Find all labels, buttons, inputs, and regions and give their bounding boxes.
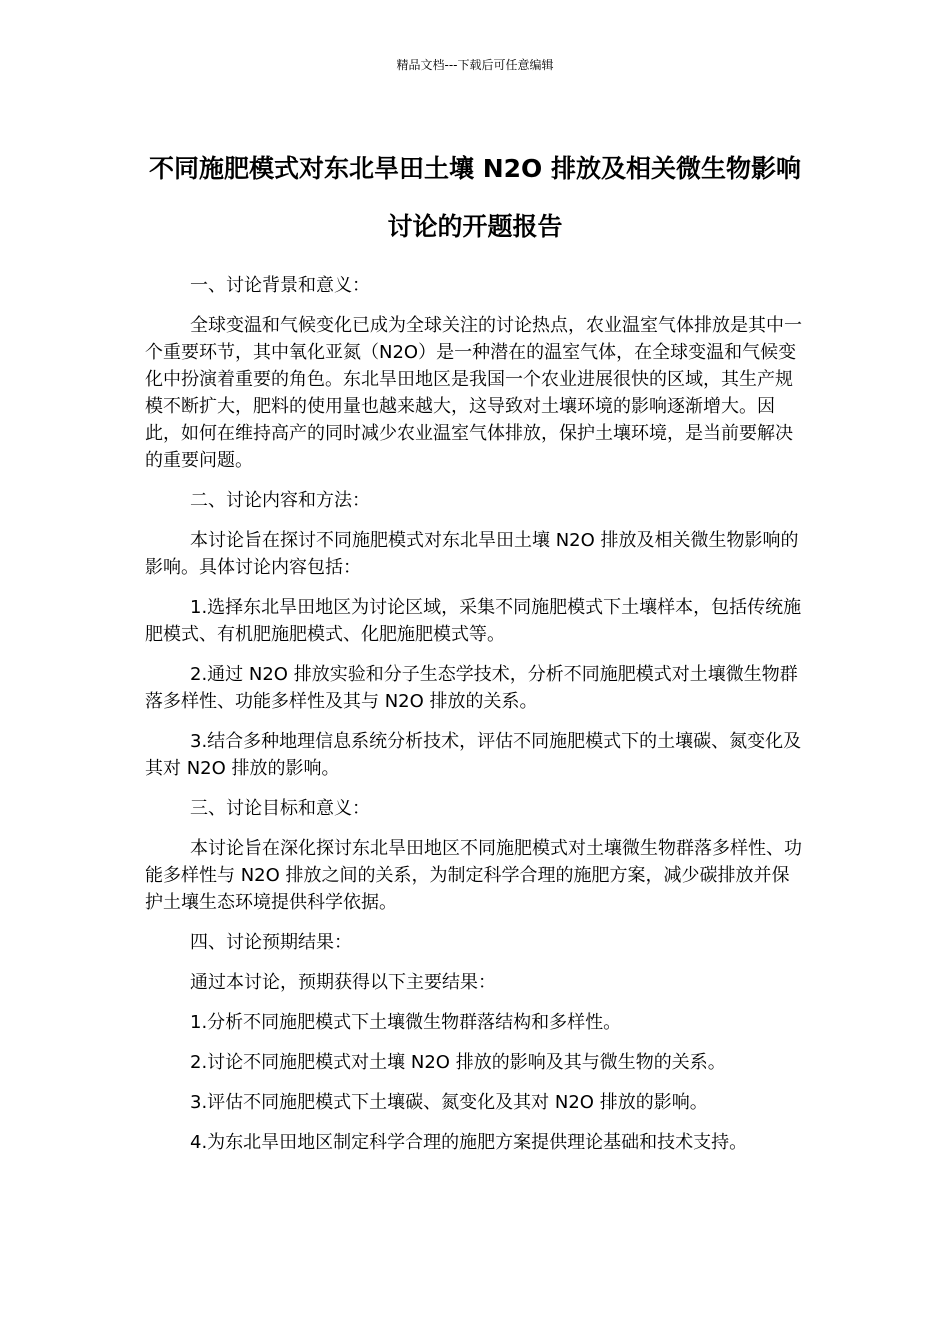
list-item-result-2: 2.讨论不同施肥模式对土壤 N2O 排放的影响及其与微生物的关系。 <box>190 1052 726 1073</box>
list-item-content-1: 1.选择东北旱田地区为讨论区域，采集不同施肥模式下土壤样本，包括传统施肥模式、有机肥施肥模式、化肥施肥模式等。 <box>145 597 802 645</box>
list-item-result-3: 3.评估不同施肥模式下土壤碳、氮变化及其对 N2O 排放的影响。 <box>190 1092 708 1113</box>
document-title: 不同施肥模式对东北旱田土壤 N2O 排放及相关微生物影响讨论的开题报告 <box>149 154 801 241</box>
header-note: 精品文档---下载后可任意编辑 <box>396 58 554 72</box>
document-body <box>145 272 805 1169</box>
section-heading-content-methods: 二、讨论内容和方法： <box>190 490 370 511</box>
paragraph-background: 全球变温和气候变化已成为全球关注的讨论热点，农业温室气体排放是其中一个重要环节，其中氧化亚氮（N2O）是一种潜在的温室气体，在全球变温和气候变化中扮演着重要的角色。东北旱田地区是我国一个农业进展很快的区域，其生产规模不断扩大，肥料的使用量也越来越大，这导致对土壤环境的影响逐渐增大。因此，如何在维持高产的同时减少农业温室气体排放，保护土壤环境，是当前要解决的重要问题。 <box>145 315 802 471</box>
section-heading-background: 一、讨论背景和意义： <box>190 275 370 296</box>
list-item-result-1: 1.分析不同施肥模式下土壤微生物群落结构和多样性。 <box>190 1012 622 1033</box>
list-item-result-4: 4.为东北旱田地区制定科学合理的施肥方案提供理论基础和技术支持。 <box>190 1132 748 1153</box>
list-item-content-3: 3.结合多种地理信息系统分析技术，评估不同施肥模式下的土壤碳、氮变化及其对 N2O 排放的影响。 <box>145 731 802 779</box>
paragraph-content-intro: 本讨论旨在探讨不同施肥模式对东北旱田土壤 N2O 排放及相关微生物影响的影响。具体讨论内容包括： <box>145 530 799 578</box>
section-heading-expected-results: 四、讨论预期结果： <box>190 932 352 953</box>
section-heading-goals: 三、讨论目标和意义： <box>190 798 370 819</box>
paragraph-expected-intro: 通过本讨论，预期获得以下主要结果： <box>190 972 496 993</box>
paragraph-goals: 本讨论旨在深化探讨东北旱田地区不同施肥模式对土壤微生物群落多样性、功能多样性与 N2O 排放之间的关系，为制定科学合理的施肥方案，减少碳排放并保护土壤生态环境提供科学依据。 <box>145 838 802 913</box>
list-item-content-2: 2.通过 N2O 排放实验和分子生态学技术，分析不同施肥模式对土壤微生物群落多样性、功能多样性及其与 N2O 排放的关系。 <box>145 664 798 712</box>
